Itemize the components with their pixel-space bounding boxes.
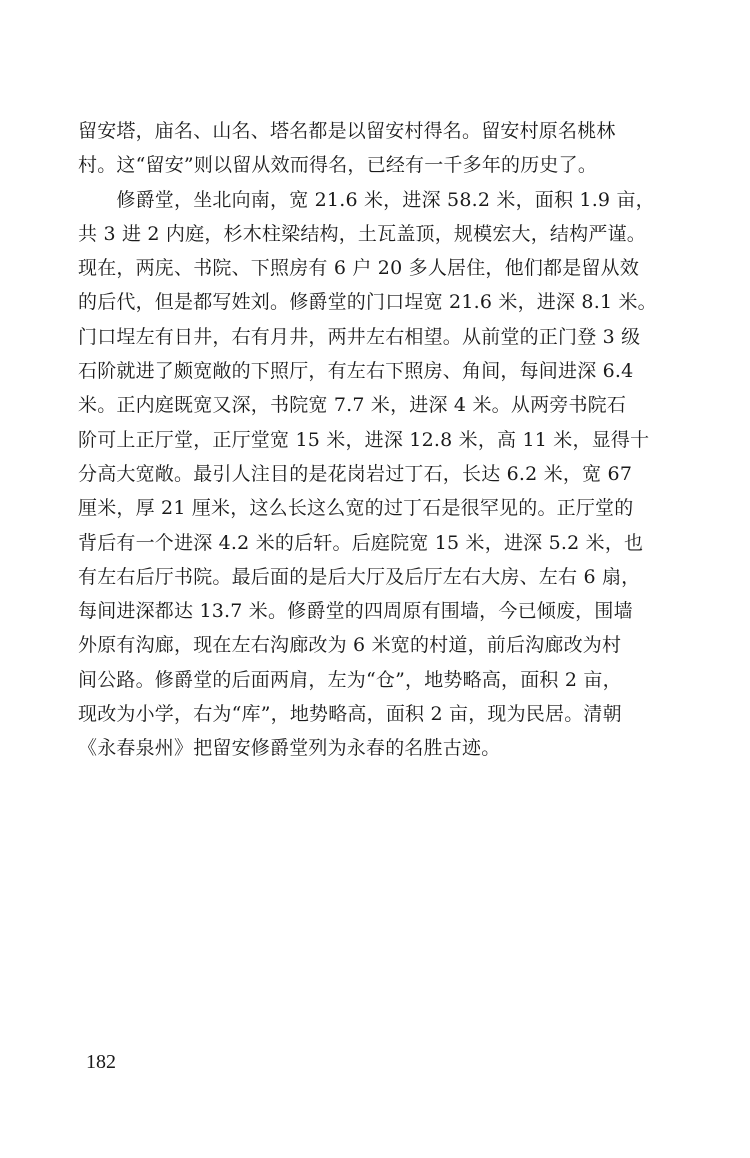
text-line: 背后有一个进深 4.2 米的后轩。后庭院宽 15 米，进深 5.2 米，也 [78, 531, 644, 554]
text-line: 间公路。修爵堂的后面两肩，左为“仓”，地势略高，面积 2 亩， [78, 668, 622, 691]
page-number: 182 [86, 1051, 116, 1073]
text-line: 石阶就进了颇宽敞的下照厅，有左右下照房、角间，每间进深 6.4 [78, 360, 634, 383]
text-line: 共 3 进 2 内庭，杉木柱梁结构，土瓦盖顶，规模宏大，结构严谨。 [78, 222, 646, 245]
text-line: 每间进深都达 13.7 米。修爵堂的四周原有围墙，今已倾废，围墙 [78, 600, 633, 623]
text-line: 村。这“留安”则以留从效而得名，已经有一千多年的历史了。 [78, 154, 598, 177]
text-line: 的后代，但是都写姓刘。修爵堂的门口埕宽 21.6 米，进深 8.1 米。 [78, 291, 657, 314]
text-line: 分高大宽敞。最引人注目的是花岗岩过丁石，长达 6.2 米，宽 67 [78, 462, 633, 485]
text-line: 《永春泉州》把留安修爵堂列为永春的名胜古迹。 [78, 737, 501, 760]
text-line: 门口埕左有日井，右有月井，两井左右相望。从前堂的正门登 3 级 [78, 325, 641, 348]
body-text [78, 114, 682, 766]
text-line: 修爵堂，坐北向南，宽 21.6 米，进深 58.2 米，面积 1.9 亩， [78, 188, 655, 211]
text-line: 现在，两庑、书院、下照房有 6 户 20 多人居住，他们都是留从效 [78, 257, 640, 280]
text-line: 外原有沟廊，现在左右沟廊改为 6 米宽的村道，前后沟廊改为村 [78, 634, 622, 657]
text-line: 留安塔，庙名、山名、塔名都是以留安村得名。留安村原名桃林 [78, 120, 616, 142]
text-line: 厘米，厚 21 厘米，这么长这么宽的过丁石是很罕见的。正厅堂的 [78, 497, 634, 520]
text-line: 阶可上正厅堂，正厅堂宽 15 米，进深 12.8 米，高 11 米，显得十 [78, 428, 650, 451]
text-line: 现改为小学，右为“库”，地势略高，面积 2 亩，现为民居。清朝 [78, 703, 622, 726]
text-line: 有左右后厅书院。最后面的是后大厅及后厅左右大房、左右 6 扇， [78, 565, 641, 588]
text-line: 米。正内庭既宽又深，书院宽 7.7 米，进深 4 米。从两旁书院石 [78, 394, 627, 417]
